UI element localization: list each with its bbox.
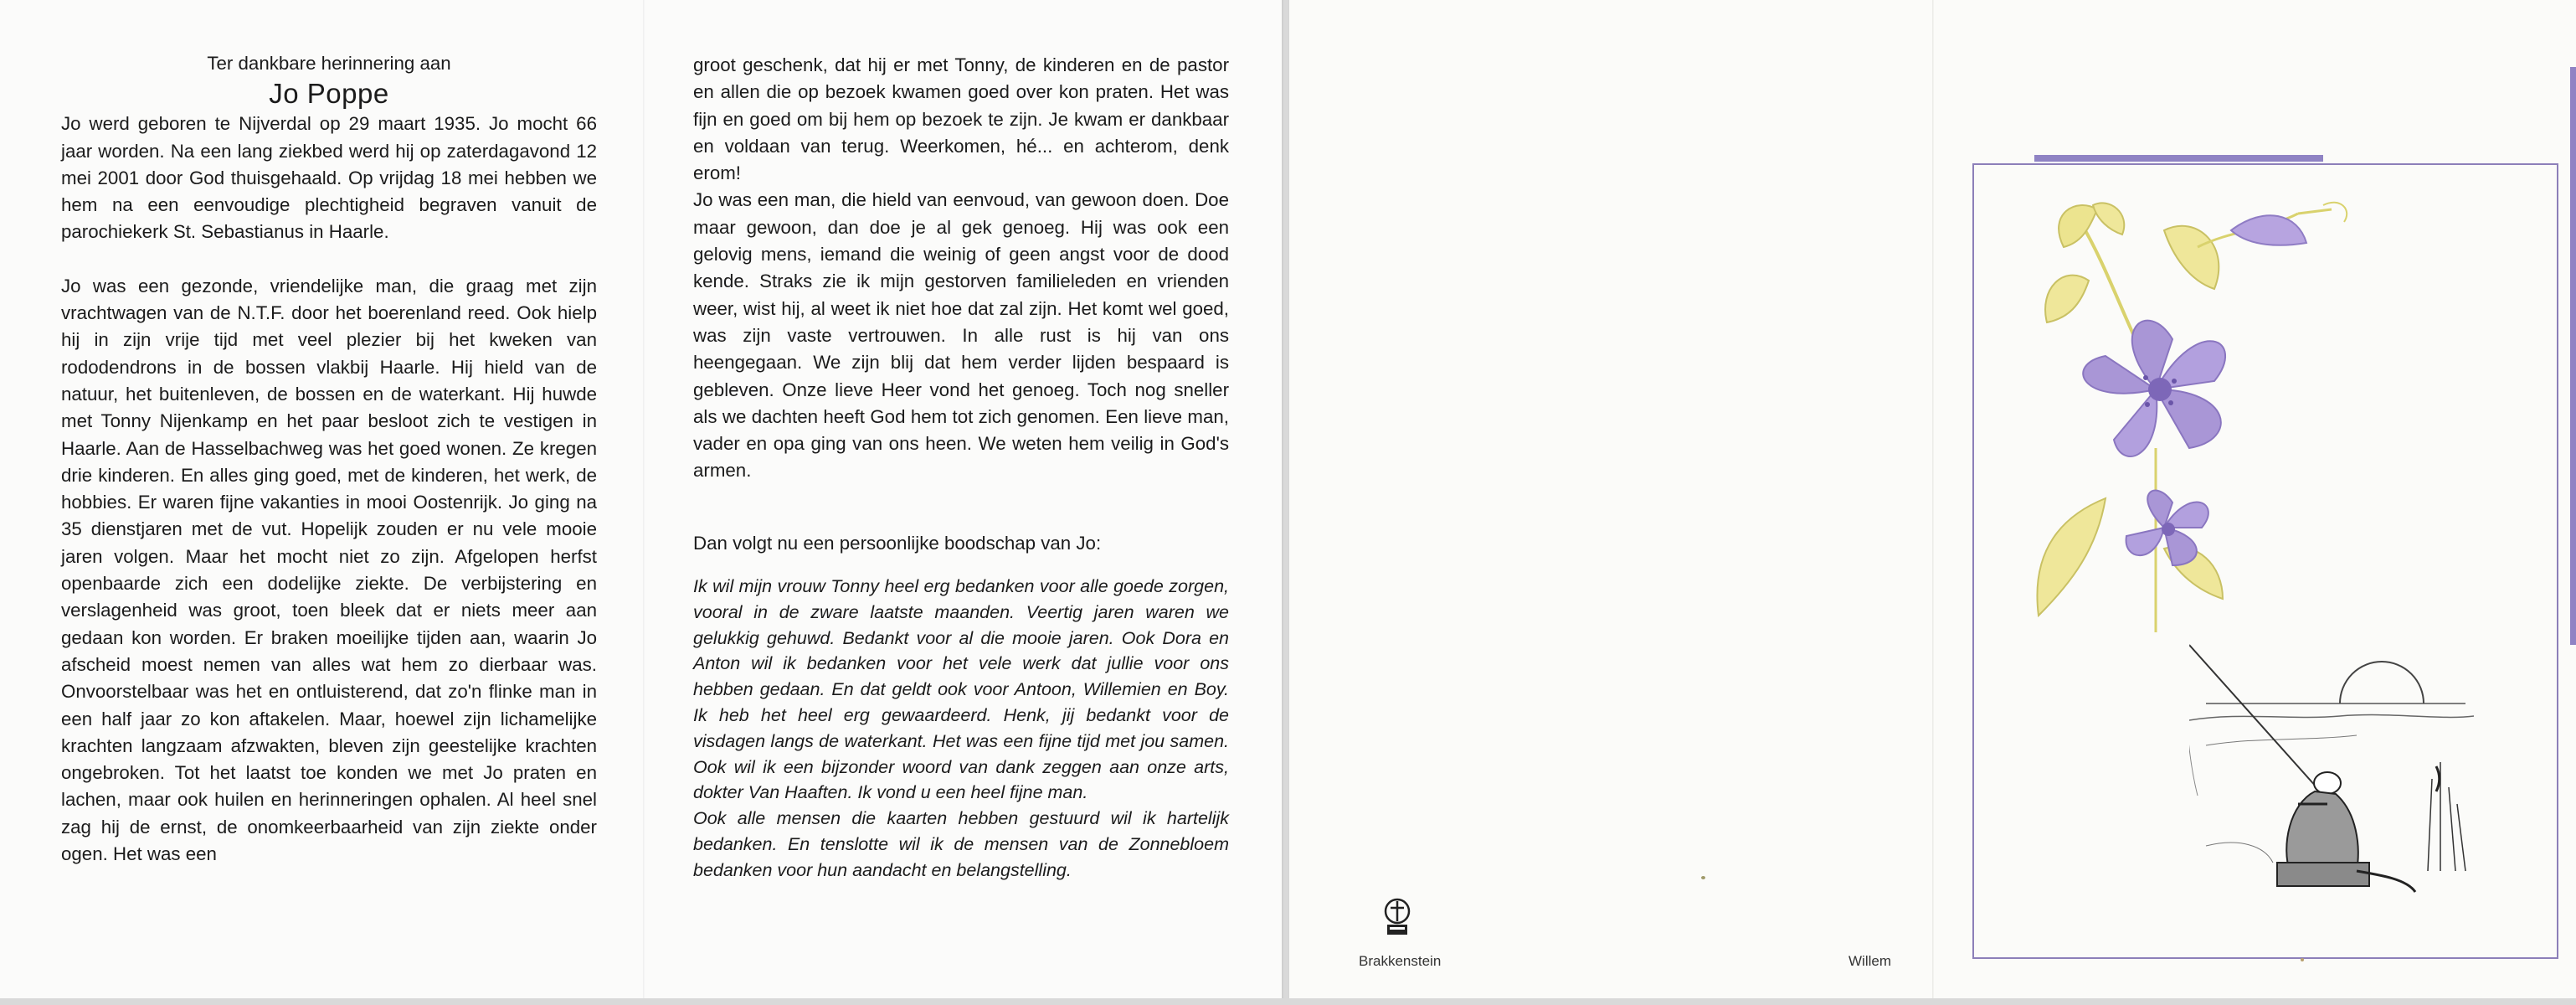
card-cover-spread bbox=[1288, 0, 2576, 998]
personal-message: Ik wil mijn vrouw Tonny heel erg bedanken voor alle goede zorgen, vooral in de zware laatste maanden. Veertig jaren waren we gelukkig gehuwd. Bedankt voor al die mooie jaren. Ook Dora en Anton wil ik bedanken voor het vele werk dat jullie voor ons hebben gedaan. En dat geldt ook voor Antoon, Willemien en Boy. Ik heb het heel erg gewaardeerd. Henk, jij bedankt voor de visdagen langs de waterkant. Het was een fijne tijd met jou samen. Ook wil ik een bijzonder woord van dank zeggen aan onze arts, dokter Van Haaften. Ik vond u een heel fijne man. bbox=[693, 576, 1229, 803]
paragraph-birth-death: Jo werd geboren te Nijverdal op 29 maart 1935. Jo mocht 66 jaar worden. Na een lang ziekbed werd hij op zaterdagavond 12 mei 2001 door God thuisgehaald. Op vrijdag 18 mei hebben we hem na een eenvoudige plechtigheid begraven vanuit de parochiekerk St. Sebastianus in Haarle. bbox=[61, 113, 597, 243]
fold-line bbox=[643, 0, 645, 998]
paragraph-character: Jo was een man, die hield van eenvoud, van gewoon doen. Doe maar gewoon, dan doe je al gek genoeg. Hij was ook een gelovig mens, iemand die weinig of geen angst voor de dood kende. Straks zie ik mijn gestorven familieleden en vrienden weer, wist hij, al weet ik niet hoe dat zal zijn. Het komt wel goed, was zijn vaste vertrouwen. In alle rust is hij van ons heengegaan. We zijn blij dat hem verder lijden bespaard is gebleven. Onze lieve Heer vond het genoeg. Toch nog sneller als we dachten heeft God hem tot zich genomen. Een lieve man, vader en opa ging van ons heen. We weten hem veilig in God's armen. bbox=[693, 189, 1229, 482]
cross-beam bbox=[2034, 155, 2323, 162]
brakkenstein-logo-icon bbox=[1383, 896, 1411, 938]
artist-signature: Willem bbox=[1848, 953, 1891, 969]
text-column-right bbox=[693, 52, 1229, 884]
flower-illustration bbox=[2030, 197, 2465, 632]
fold-line bbox=[1932, 0, 1934, 998]
publisher-label: Brakkenstein bbox=[1359, 953, 1442, 969]
intro-line: Ter dankbare herinnering aan bbox=[207, 53, 451, 74]
paragraph-life: Jo was een gezonde, vriendelijke man, die graag met zijn vrachtwagen van de N.T.F. door het boerenland reed. Ook hielp hij in zijn vrije tijd met veel plezier bij het kweken van rododendrons in de bossen vlakbij Haarle. Hij hield van de natuur, het buitenleven, de bossen en de waterkant. Hij huwde met Tonny Nijenkamp en het paar besloot zich te vestigen in Haarle. Aan de Hasselbachweg was het goed wonen. Ze kregen drie kinderen. En alles ging goed, met de kinderen, het werk, de hobbies. Er waren fijne vakanties in mooi Oostenrijk. Jo ging na 35 dienstjaren met de vut. Hopelijk zouden er nu vele mooie jaren volgen. Maar het mocht niet zo zijn. Afgelopen herfst openbaarde zich een dodelijke ziekte. De verbijstering en verslagenheid was groot, toen bleek dat er niets meer aan gedaan kon worden. Er braken moeilijke tijden aan, waarin Jo afscheid moest nemen van alles wat hem zo dierbaar was. Onvoorstelbaar was het en ontluisterend, dat zo'n flinke man in een half jaar zo kon aftakelen. Maar, hoewel zijn lichamelijke krachten langzaam afzwakten, bleven zijn geestelijke krachten ongebroken. Tot het laatst toe konden we met Jo praten en lachen, maar ook huilen en herinneringen ophalen. Al heel snel zag hij de ernst, de onomkeerbaarheid van zijn ziekte onder ogen. Het was een bbox=[61, 275, 597, 865]
card-inner-spread bbox=[0, 0, 1283, 998]
fisherman-sketch bbox=[2189, 595, 2491, 896]
deceased-name: Jo Poppe bbox=[269, 78, 389, 110]
text-column-left bbox=[61, 50, 597, 868]
message-intro: Dan volgt nu een persoonlijke boodschap van Jo: bbox=[693, 532, 1102, 554]
cross-post bbox=[2570, 67, 2576, 645]
personal-message-closing: Ook alle mensen die kaarten hebben gestuurd wil ik hartelijk bedanken. En tenslotte wil ik de mensen van de Zonnebloem bedanken voor hun aandacht en belangstelling. bbox=[693, 808, 1229, 880]
paragraph-visits: groot geschenk, dat hij er met Tonny, de kinderen en de pastor en allen die op bezoek kwamen goed over kon praten. Het was fijn en goed om bij hem op bezoek te zijn. Je kwam er dankbaar en voldaan van terug. Weerkomen, hé... en achterom, denk erom! bbox=[693, 54, 1229, 184]
